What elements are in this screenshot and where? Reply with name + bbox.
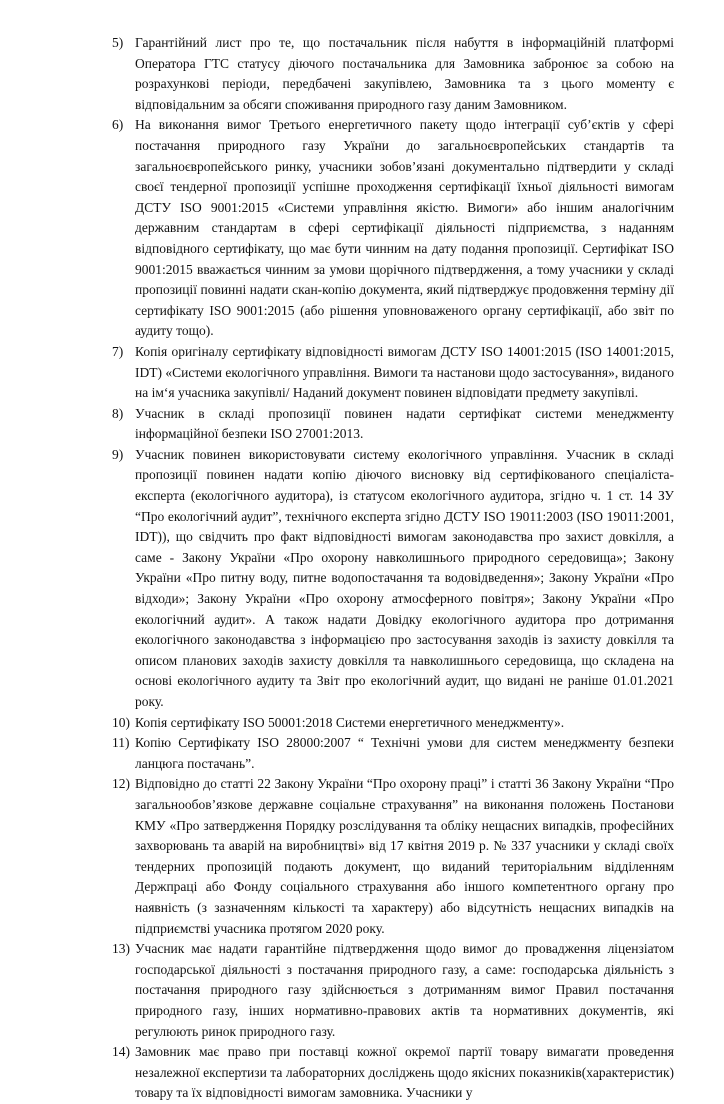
item-number: 8) <box>112 405 124 421</box>
list-item <box>112 713 674 734</box>
item-text: Відповідно до статті 22 Закону України “Про охорону праці” і статті 36 Закону України “Про загальнообов’язкове державне соціальне страхування” на виконання положень Постанови КМУ «Про затвердження Порядку розслідування та обліку нещасних випадків, професійних захворювань та аварій на виробництві» від 17 квітня 2019 р. № 337 учасники у складі своїх тендерних пропозицій подають документ, що виданий територіальним відділенням Держпраці або Фонду соціального страхування або іншого компетентного органу про наявність (з зазначенням кількості та характеру) або відсутність нещасних випадків на підприємстві учасника протягом 2020 року. <box>135 776 674 936</box>
item-text: Копію Сертифікату ISO 28000:2007 “ Технічні умови для систем менеджменту безпеки ланцюга постачань”. <box>135 735 674 771</box>
item-text: Учасник в складі пропозиції повинен надати сертифікат системи менеджменту інформаційної безпеки ISO 27001:2013. <box>135 405 674 442</box>
item-number: 9) <box>112 446 124 462</box>
item-number: 5) <box>112 35 124 50</box>
item-number: 7) <box>112 343 124 359</box>
list-item <box>112 342 674 404</box>
list-item <box>112 404 674 445</box>
list-item <box>112 1042 674 1104</box>
item-text: Учасник має надати гарантійне підтвердження щодо вимог до провадження ліцензіатом господарської діяльності з постачання природного газу, а саме: господарська діяльність з постачання природного газу здійснюється з дотриманням вимог Правил постачання природного газу, інших нормативно-правових актів та нормативних документів, які регулюють ринок природного газу. <box>135 941 674 1039</box>
item-number: 11) <box>112 735 130 751</box>
requirements-list <box>112 33 674 1104</box>
item-number: 14) <box>112 1044 130 1060</box>
item-number: 10) <box>112 714 130 730</box>
item-number: 13) <box>112 941 130 957</box>
item-text: Учасник повинен використовувати систему екологічного управління. Учасник в складі пропозиції повинен надати копію діючого висновку від сертифікованого спеціаліста-експерта (екологічного аудитора), із статусом екологічного аудитора, згідно ч. 1 ст. 14 ЗУ “Про екологічний аудит”, технічного експерта згідно ДСТУ ISO 19011:2003 (ISO 19011:2001, IDT)), що свідчить про факт відповідності вимогам законодавства про захист довкілля, а саме - Закону України «Про охорону навколишнього природного середовища»; Закону України «Про питну воду, питне водопостачання та водовідведення»; Закону України «Про відходи»; Закону України «Про охорону атмосферного повітря»; Закону України «Про екологічний аудит». А також надати Довідку екологічного аудитора про дотримання екологічного законодавства з інформацією про застосування заходів із захисту довкілля та описом планових заходів захисту довкілля та навколишнього середовища, що складена на основі екологічного аудиту та Звіт про екологічний аудит, що видані не раніше 01.01.2021 року. <box>135 446 674 709</box>
item-text: Копія оригіналу сертифікату відповідності вимогам ДСТУ ISO 14001:2015 (ISO 14001:2015, IDT) «Системи екологічного управління. Вимоги та настанови щодо застосування», виданого на ім‘я учасника закупівлі/ Наданий документ повинен відповідати предмету закупівлі. <box>135 343 674 401</box>
item-text: Копія сертифікату ISO 50001:2018 Системи енергетичного менеджменту». <box>135 714 565 730</box>
list-item <box>112 445 674 713</box>
item-text: Гарантійний лист про те, що постачальник після набуття в інформаційній платформі Оператора ГТС статусу діючого постачальника для Замовника забронює за собою на розрахункові періоди, передбачені закупівлею, Замовника та з цього моменту є відповідальним за обсяги споживання природного газу даним Замовником. <box>135 35 674 112</box>
list-item <box>112 774 674 939</box>
item-text: Замовник має право при поставці кожної окремої партії товару вимагати проведення незалежної експертизи та лабораторних досліджень щодо якісних показників(характеристик) товару та їх відповідності вимогам замовника. Учасники у <box>135 1044 674 1101</box>
list-item <box>112 115 674 342</box>
item-text: На виконання вимог Третього енергетичного пакету щодо інтеграції суб’єктів у сфері постачання природного газу України до загальноєвропейських стандартів та загальноєвропейського ринку, учасники зобов’язані документально підтвердити у складі своєї тендерної пропозиції успішне проходження сертифікації їхньої діяльності вимогам ДСТУ ISO 9001:2015 «Системи управління якістю. Вимоги» або іншим аналогічним державним стандартам в сфері сертифікації діяльності підприємства, з наданням відповідного сертифікату, що має бути чинним на дату подання пропозиції. Сертифікат ISO 9001:2015 вважається чинним за умови щорічного підтвердження, а тому учасники у складі пропозиції повинні надати скан-копію документа, який підтверджує продовження терміну дії сертифікату ISO 9001:2015 (або рішення уповноваженого органу сертифікації, або звіт по аудиту тощо). <box>135 117 674 339</box>
list-item <box>112 33 674 115</box>
list-item <box>112 939 674 1042</box>
list-item <box>112 733 674 774</box>
item-number: 12) <box>112 776 130 792</box>
item-number: 6) <box>112 117 124 133</box>
